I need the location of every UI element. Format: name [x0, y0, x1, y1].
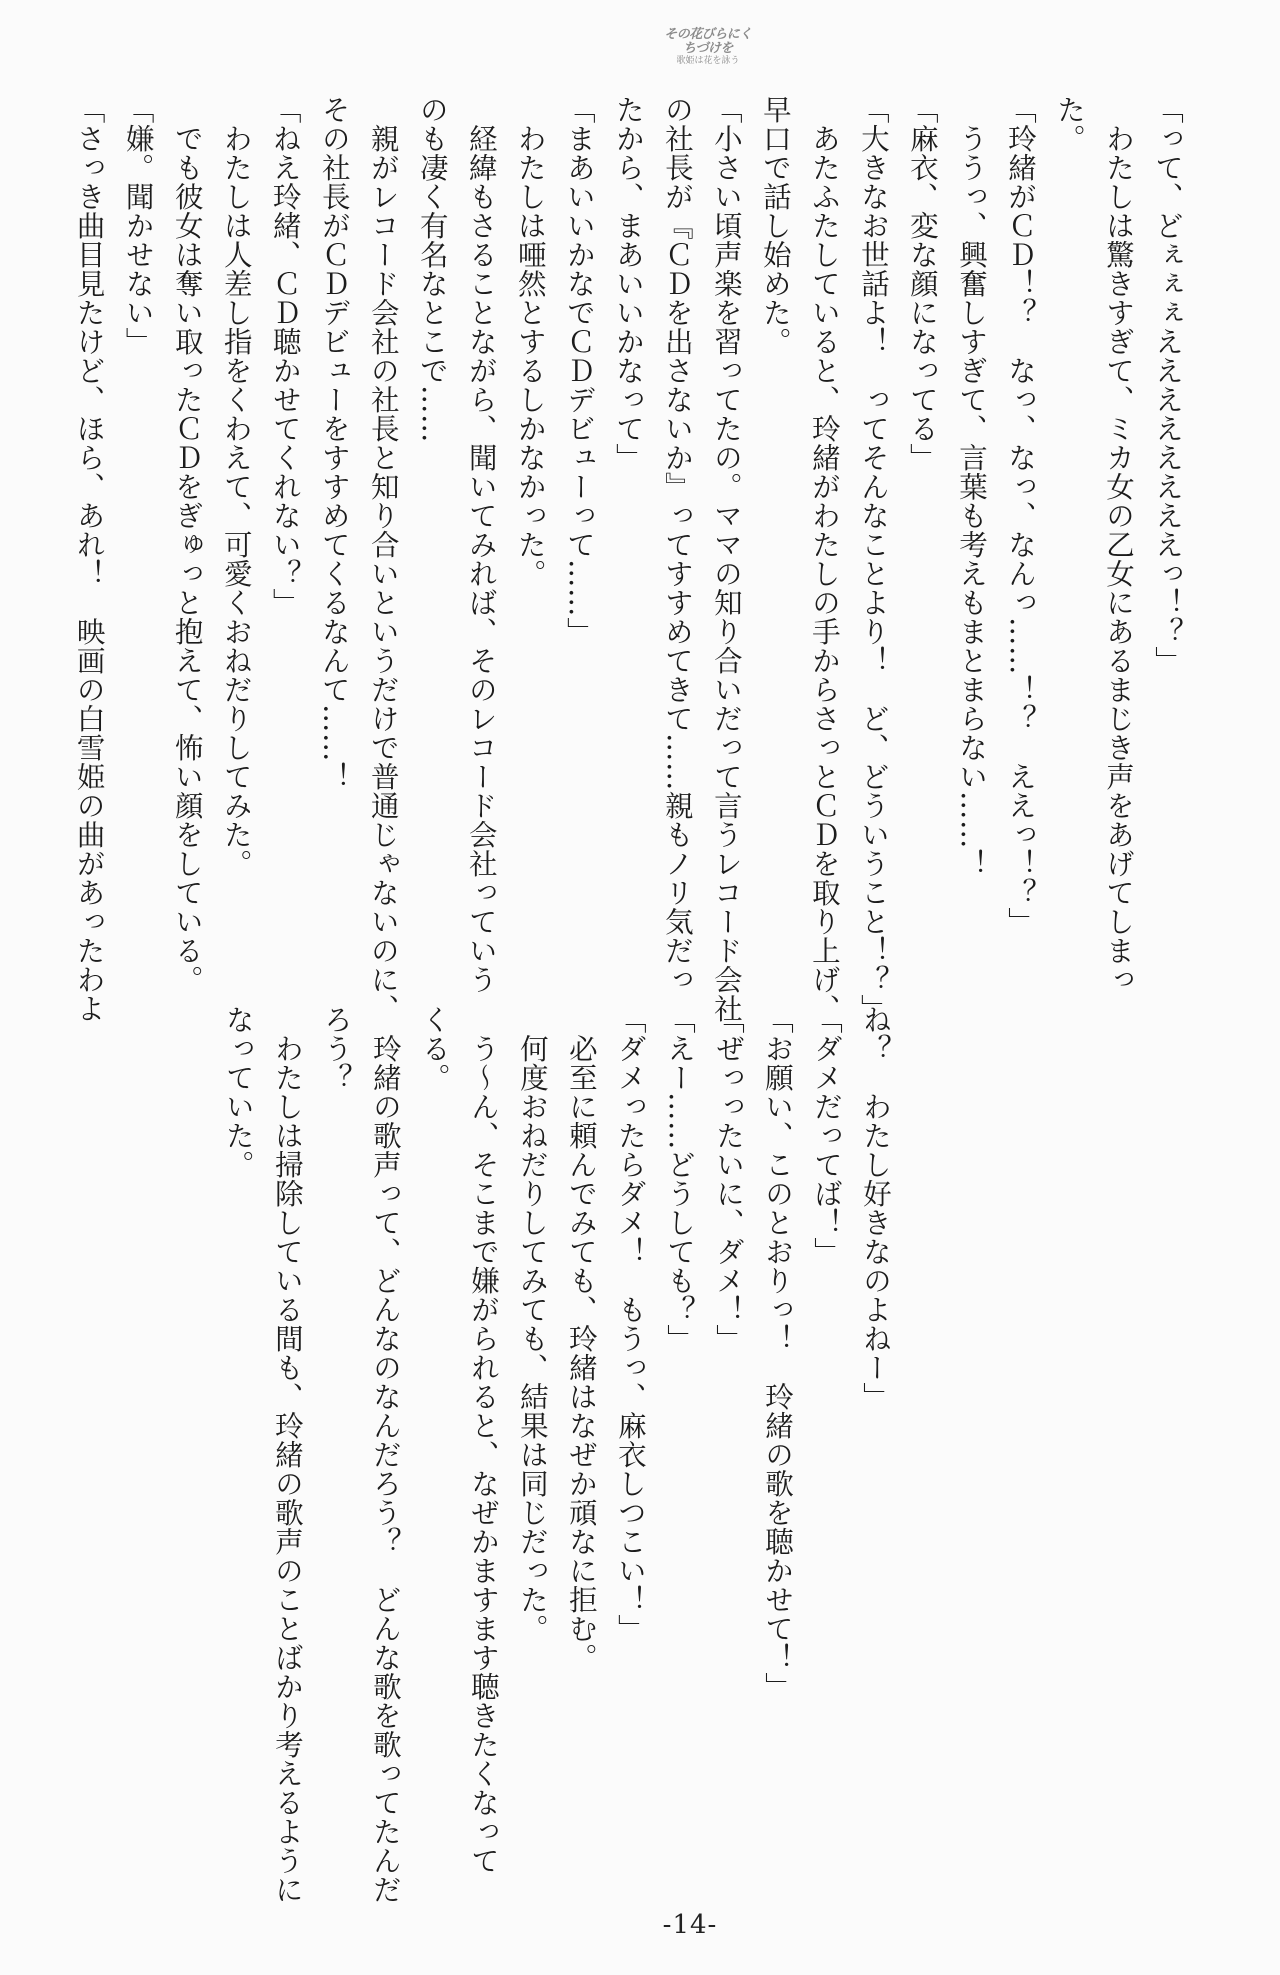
text-line: 「ぜっったいに、ダメ！」: [711, 1005, 745, 1353]
text-line: 経緯もさることながら、聞いてみれば、そのレコード会社っていう: [464, 95, 498, 994]
text-line: のも凄く有名なとこで……: [415, 95, 449, 443]
text-line: ううっ、興奮しすぎて、言葉も考えもまとまらない……！: [954, 95, 988, 878]
text-line: 「麻衣、変な顔になってる」: [905, 95, 939, 472]
text-line: わたしは掃除している間も、玲緒の歌声のことばかり考えるように: [270, 1005, 304, 1904]
logo-subtitle: 歌姫は花を詠う: [676, 55, 740, 66]
text-line: ね？ わたし好きなのよねー」: [859, 1005, 892, 1411]
text-line: う～ん、そこまで嫌がられると、なぜかますます聴きたくなって: [466, 1005, 500, 1875]
header-logo: [662, 28, 754, 66]
text-line: 「さっき曲目見たけど、ほら、あれ！ 映画の白雪姫の曲があったわよ: [72, 95, 106, 1023]
text-line: 「嫌。聞かせない」: [121, 95, 155, 356]
upper-text-block: [65, 95, 1192, 1023]
text-line: わたしは驚きすぎて、ミカ女の乙女にあるまじき声をあげてしまっ: [1101, 95, 1135, 994]
text-line: 玲緒の歌声って、どんなのなんだろう？ どんな歌を歌ってたんだ: [368, 1005, 402, 1904]
text-line: たから、まあいいかなって」: [611, 95, 645, 472]
text-line: 「玲緒がＣＤ！？ なっ、なっ、なんっ……！？ ええっ！？」: [1003, 95, 1037, 936]
text-line: 必至に頼んでみても、玲緒はなぜか頑なに拒む。: [564, 1005, 598, 1672]
text-line: の社長が『ＣＤを出さないか』ってすすめてきて……親もノリ気だっ: [660, 95, 694, 994]
text-line: わたしは人差し指をくわえて、可愛くおねだりしてみた。: [219, 95, 253, 878]
text-line: 早口で話し始めた。: [758, 95, 792, 356]
text-line: 「ダメったらダメ！ もうっ、麻衣しつこい！」: [613, 1005, 647, 1643]
text-line: 「小さい頃声楽を習ってたの。ママの知り合いだって言うレコード会社: [709, 95, 743, 1023]
text-line: 「ねえ玲緒、ＣＤ聴かせてくれない？」: [268, 95, 302, 617]
text-line: 「って、どぇぇぇええええええええっ！？」: [1151, 95, 1184, 675]
text-line: 「えー……どうしても？」: [662, 1005, 696, 1353]
text-line: でも彼女は奪い取ったＣＤをぎゅっと抱えて、怖い顔をしている。: [170, 95, 204, 994]
text-line: その社長がＣＤデビューをすすめてくるなんて……！: [317, 95, 351, 791]
text-line: た。: [1052, 95, 1086, 153]
text-line: 親がレコード会社の社長と知り合いというだけで普通じゃないのに、: [366, 95, 400, 1023]
page-number: -14-: [662, 1910, 718, 1940]
text-line: わたしは唖然とするしかなかった。: [513, 95, 547, 588]
text-line: 「まあいいかなでＣＤデビューって……」: [562, 95, 596, 646]
text-line: 「ダメだってば！」: [809, 1005, 843, 1266]
text-line: 「大きなお世話よ！ ってそんなことより！ ど、どういうこと！？」: [856, 95, 890, 1023]
text-line: 何度おねだりしてみても、結果は同じだった。: [515, 1005, 549, 1643]
text-line: 「お願い、このとおりっ！ 玲緒の歌を聴かせて！」: [760, 1005, 794, 1701]
text-line: あたふたしていると、玲緒がわたしの手からさっとＣＤを取り上げ、: [807, 95, 841, 1023]
logo-title: その花びらにくちづけを: [664, 27, 752, 57]
text-line: なっていた。: [221, 1005, 255, 1179]
lower-text-block: [214, 1005, 900, 1904]
text-line: ろう？: [319, 1005, 353, 1092]
text-line: くる。: [417, 1005, 451, 1092]
